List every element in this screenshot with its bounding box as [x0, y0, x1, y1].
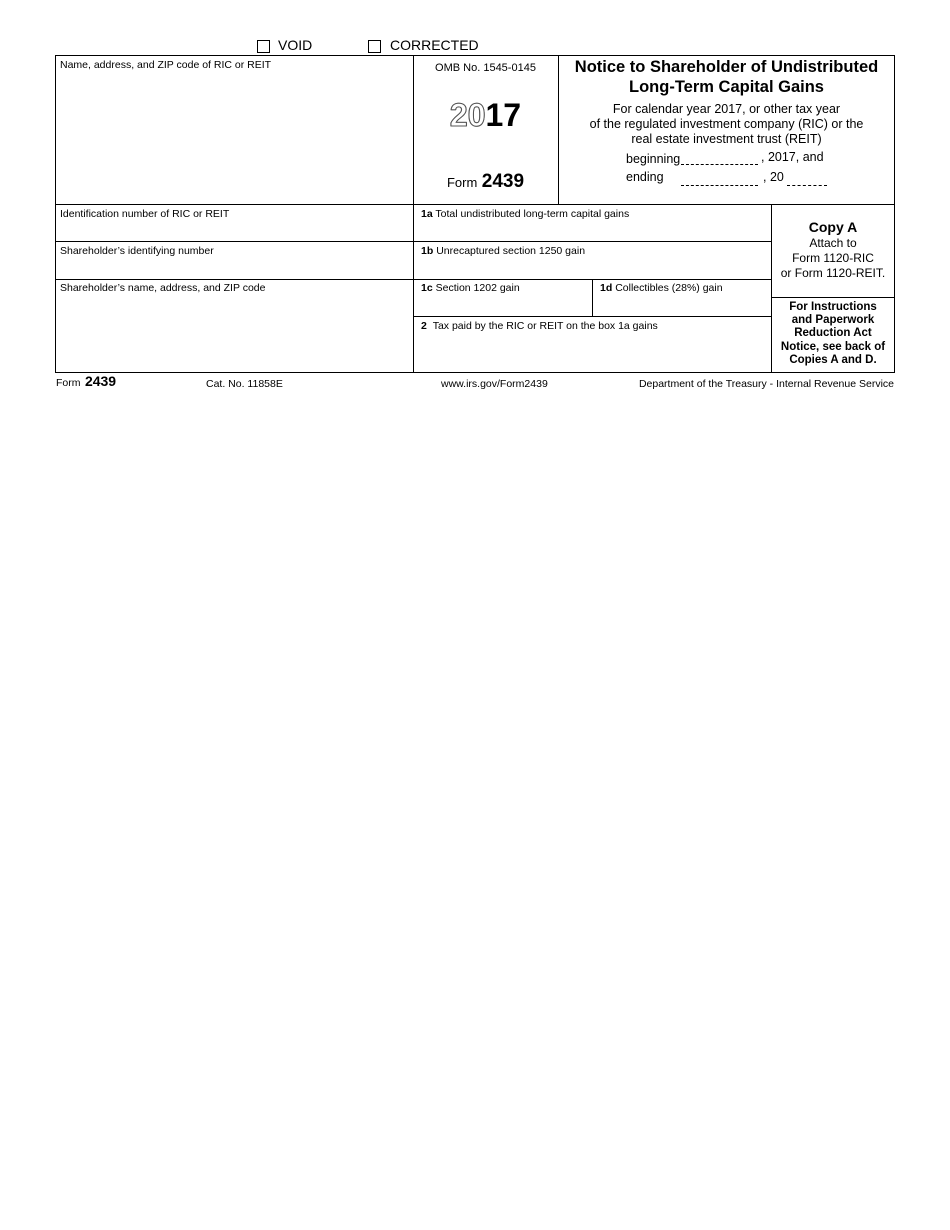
box1d-number: 1d	[600, 282, 613, 294]
box2-field[interactable]	[415, 333, 769, 370]
void-checkbox[interactable]	[257, 40, 270, 53]
ending-year-field[interactable]	[787, 185, 827, 186]
shareholder-name-field[interactable]	[57, 295, 411, 370]
box1b-field[interactable]	[415, 257, 769, 278]
beginning-label: beginning	[626, 152, 681, 166]
box1b-label	[421, 245, 585, 257]
shareholder-name-label: Shareholder’s name, address, and ZIP code	[60, 282, 266, 294]
footer-form-number: 2439	[84, 373, 117, 389]
box1d-text: Collectibles (28%) gain	[615, 282, 723, 294]
box1c-number: 1c	[421, 282, 433, 294]
payer-name-label: Name, address, and ZIP code of RIC or REIT	[60, 59, 272, 71]
payer-name-field[interactable]	[57, 72, 411, 202]
box1d-label	[600, 282, 723, 294]
notice-line5: Copies A and D.	[789, 353, 877, 366]
form-number: 2439	[481, 171, 525, 192]
desc-line2: of the regulated investment company (RIC) or the	[589, 117, 864, 131]
void-label: VOID	[278, 37, 313, 53]
box2-text: Tax paid by the RIC or REIT on the box 1a gains	[432, 320, 658, 332]
copy-instructions	[772, 236, 894, 281]
footer-url: www.irs.gov/Form2439	[441, 378, 548, 390]
footer-department: Department of the Treasury - Internal Revenue Service	[638, 378, 894, 390]
box1b-text: Unrecaptured section 1250 gain	[436, 245, 586, 257]
beginning-suffix: , 2017, and	[761, 150, 824, 164]
box1c-divider	[592, 279, 593, 317]
desc-line1: For calendar year 2017, or other tax year	[612, 102, 841, 116]
box1a-field[interactable]	[415, 220, 769, 240]
footer-cat-number: Cat. No. 11858E	[206, 378, 283, 390]
form-word: Form	[446, 175, 478, 190]
shareholder-id-field[interactable]	[57, 257, 411, 278]
box1d-field[interactable]	[594, 295, 769, 315]
notice-line1: For Instructions	[789, 301, 877, 313]
omb-number: OMB No. 1545-0145	[435, 62, 536, 74]
form-title	[559, 57, 894, 97]
form-number-header	[413, 171, 558, 194]
form-title-line1: Notice to Shareholder of Undistributed	[574, 58, 879, 76]
header-divider	[55, 204, 895, 205]
copy-title: Copy A	[808, 219, 858, 235]
footer-form-word: Form	[56, 377, 81, 389]
copy-line3: or Form 1120-REIT.	[780, 266, 886, 280]
copy-divider	[771, 297, 895, 298]
desc-line3: real estate investment trust (REIT)	[631, 132, 822, 146]
tax-year-bold: 17	[485, 97, 522, 133]
corrected-label: CORRECTED	[390, 37, 479, 53]
box1c-field[interactable]	[415, 295, 590, 315]
tax-year	[413, 97, 558, 133]
ending-suffix: , 20	[763, 170, 784, 184]
box1a-text: Total undistributed long-term capital gains	[435, 208, 630, 220]
box1a-number: 1a	[421, 208, 433, 220]
box1b-number: 1b	[421, 245, 434, 257]
ending-date-field[interactable]	[681, 185, 758, 186]
corrected-checkbox[interactable]	[368, 40, 381, 53]
copy-line2: Form 1120-RIC	[792, 251, 874, 265]
paperwork-notice	[772, 301, 894, 367]
tax-year-description	[559, 102, 894, 147]
form-title-line2: Long-Term Capital Gains	[629, 78, 824, 96]
notice-line4: Notice, see back of	[780, 340, 886, 353]
ric-id-field[interactable]	[57, 220, 411, 240]
box2-number: 2	[421, 320, 427, 332]
notice-line3: Reduction Act	[794, 327, 872, 340]
copy-line1: Attach to	[809, 236, 857, 250]
ric-id-label: Identification number of RIC or REIT	[60, 208, 230, 220]
tax-year-outline: 20	[449, 97, 486, 133]
shareholder-id-label: Shareholder’s identifying number	[60, 245, 214, 257]
footer-form	[56, 373, 116, 391]
notice-line2: and Paperwork	[791, 314, 875, 327]
ending-label: ending	[626, 170, 664, 184]
box1a-label	[421, 208, 629, 220]
box1c-label	[421, 282, 520, 294]
beginning-date-field[interactable]	[681, 164, 758, 165]
box2-label	[421, 320, 658, 332]
box1c-text: Section 1202 gain	[435, 282, 520, 294]
